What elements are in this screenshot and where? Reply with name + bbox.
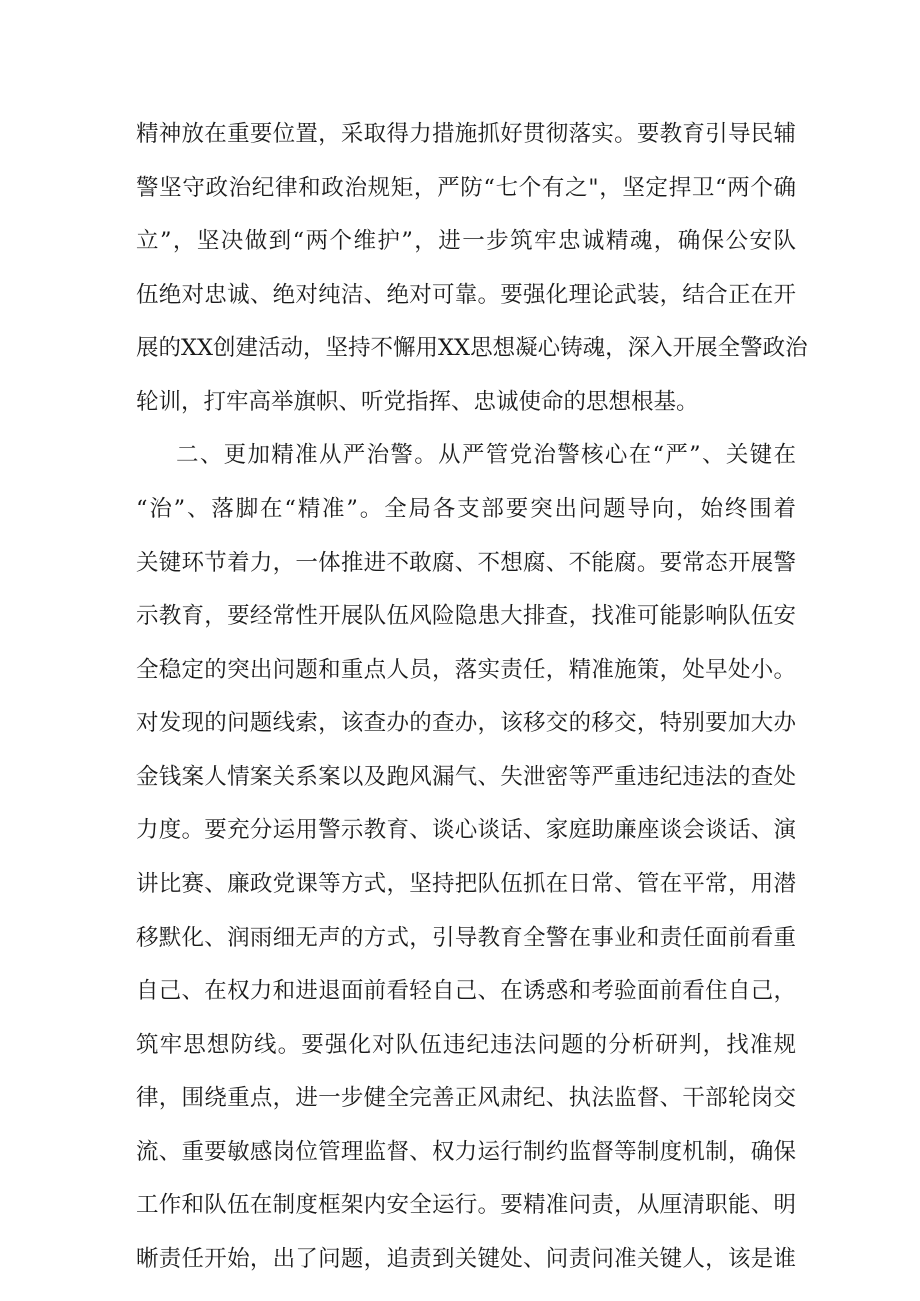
text-line-18: 筑牢思想防线。要强化对队伍违纪违法问题的分析研判，找准规 xyxy=(136,1032,796,1058)
text-line-15: 讲比赛、廉政党课等方式，坚持把队伍抓在日常、管在平常，用潜 xyxy=(136,871,796,897)
text-line-3: 立”，坚决做到“两个维护”，进一步筑牢忠诚精魂，确保公安队 xyxy=(136,228,796,254)
text-line-6: 轮训，打牢高举旗帜、听党指挥、忠诚使命的思想根基。 xyxy=(136,389,699,415)
text-line-2: 警坚守政治纪律和政治规矩，严防“七个有之"，坚定捍卫“两个确 xyxy=(136,175,796,201)
text-line-9: 关键环节着力，一体推进不敢腐、不想腐、不能腐。要常态开展警 xyxy=(136,550,796,576)
text-line-7-section-heading: 二、更加精准从严治警。从严管党治警核心在“严”、关键在 xyxy=(176,442,796,468)
text-line-17: 自己、在权力和进退面前看轻自己、在诱惑和考验面前看住自己， xyxy=(136,978,796,1004)
text-line-5: 展的XX创建活动，坚持不懈用XX思想凝心铸魂，深入开展全警政治 xyxy=(136,335,808,361)
text-line-20: 流、重要敏感岗位管理监督、权力运行制约监督等制度机制，确保 xyxy=(136,1139,796,1165)
text-line-8: “治”、落脚在“精准”。全局各支部要突出问题导向，始终围着 xyxy=(136,496,796,522)
text-line-10: 示教育，要经常性开展队伍风险隐患大排查，找准可能影响队伍安 xyxy=(136,603,796,629)
text-line-21: 工作和队伍在制度框架内安全运行。要精准问责，从厘清职能、明 xyxy=(136,1192,796,1218)
text-line-19: 律，围绕重点，进一步健全完善正风肃纪、执法监督、干部轮岗交 xyxy=(136,1085,796,1111)
text-line-4: 伍绝对忠诚、绝对纯洁、绝对可靠。要强化理论武装，结合正在开 xyxy=(136,282,796,308)
text-line-16: 移默化、润雨细无声的方式，引导教育全警在事业和责任面前看重 xyxy=(136,925,796,951)
text-line-13: 金钱案人情案关系案以及跑风漏气、失泄密等严重违纪违法的查处 xyxy=(136,764,796,790)
text-line-12: 对发现的问题线索，该查办的查办，该移交的移交，特别要加大办 xyxy=(136,710,796,736)
text-line-1: 精神放在重要位置，采取得力措施抓好贯彻落实。要教育引导民辅 xyxy=(136,121,796,147)
text-line-11: 全稳定的突出问题和重点人员，落实责任，精准施策，处早处小。 xyxy=(136,657,796,683)
text-line-14: 力度。要充分运用警示教育、谈心谈话、家庭助廉座谈会谈话、演 xyxy=(136,817,796,843)
text-line-22: 晰责任开始，出了问题，追责到关键处、问责问准关键人，该是谁 xyxy=(136,1246,796,1272)
